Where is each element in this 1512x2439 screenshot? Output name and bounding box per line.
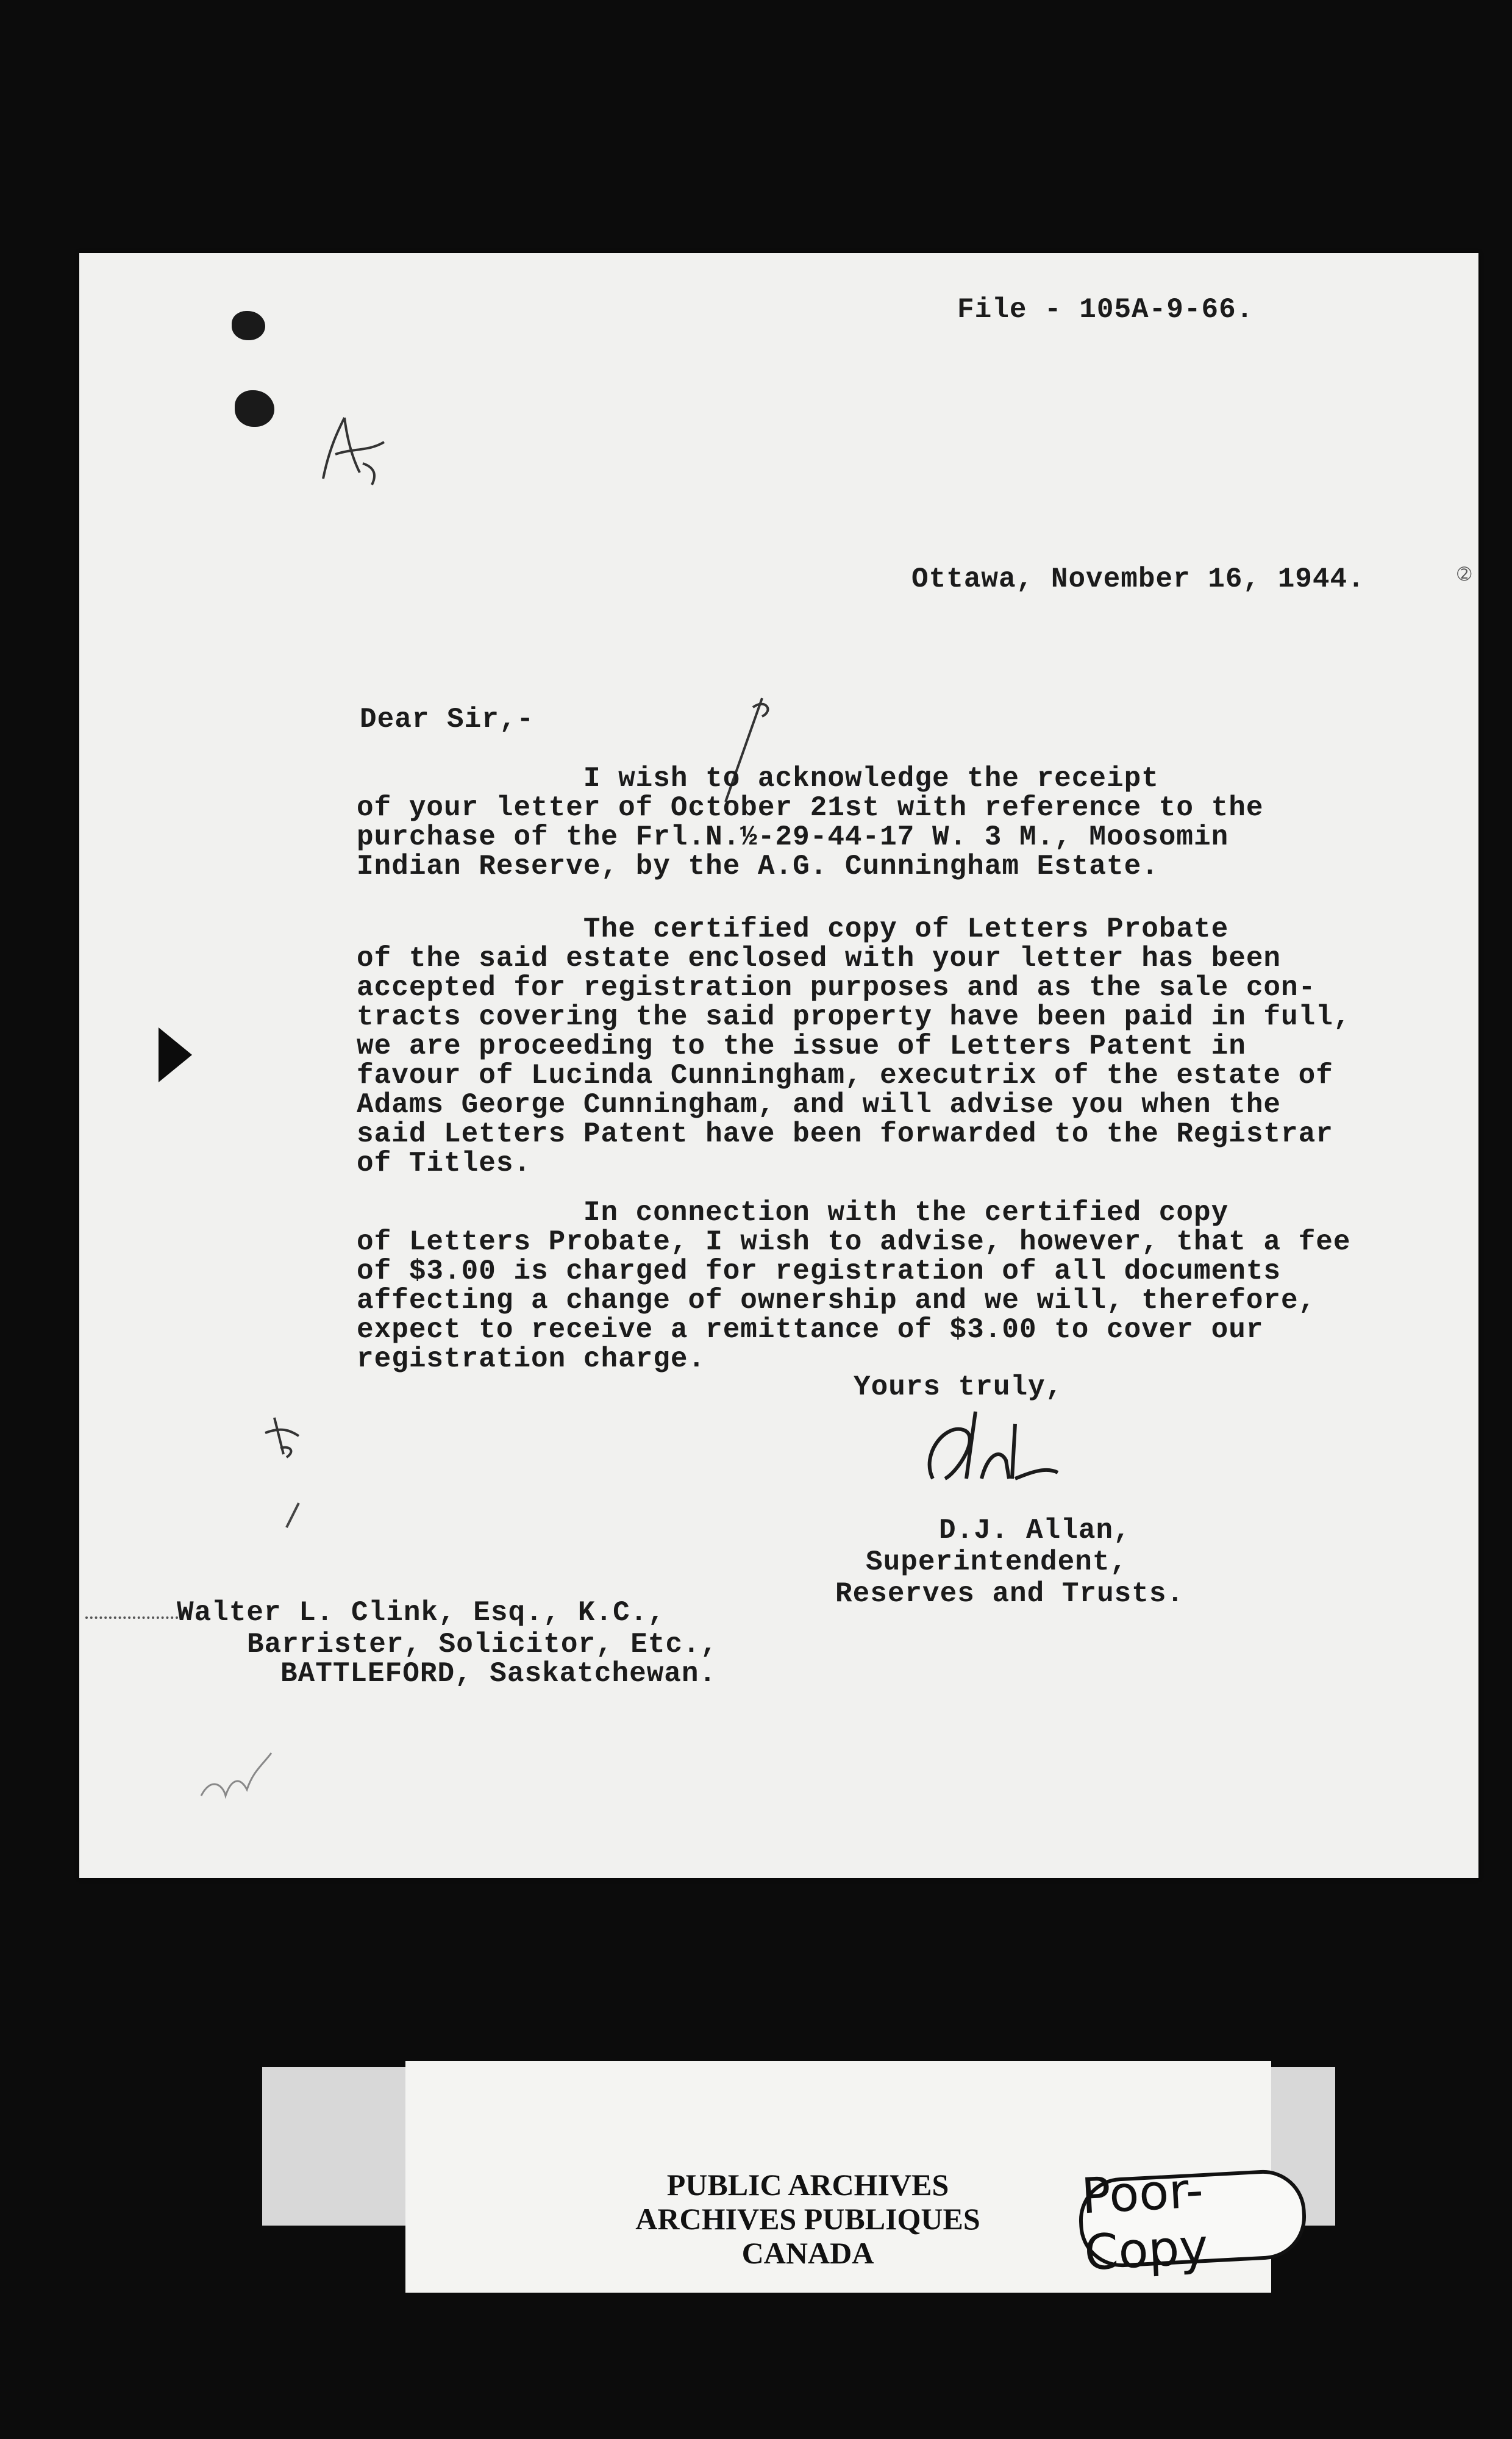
paragraph-line: In connection with the certified copy (357, 1197, 1229, 1229)
paragraph-acknowledgement (357, 764, 1393, 881)
paragraph-line: of Letters Probate, I wish to advise, however, that a fee (357, 1226, 1351, 1258)
ink-blot-bottom (235, 390, 274, 427)
file-reference: File - 105A-9-66. (957, 294, 1254, 326)
paragraph-line: expect to receive a remittance of $3.00 to cover our (357, 1314, 1264, 1346)
paragraph-line: tracts covering the said property have been paid in full, (357, 1001, 1351, 1033)
signatory-department: Reserves and Trusts. (835, 1578, 1185, 1610)
paragraph-line: of your letter of October 21st with reference to the (357, 792, 1264, 824)
archive-stamp (405, 2061, 1271, 2293)
paragraph-line: purchase of the Frl.N.½-29-44-17 W. 3 M., Moosomin (357, 821, 1229, 853)
archive-label (631, 2168, 985, 2270)
paragraph-line: of Titles. (357, 1148, 532, 1179)
paragraph-line: said Letters Patent have been forwarded to the Registrar (357, 1118, 1333, 1150)
corner-mark: ➁ (1457, 564, 1472, 584)
paragraph-registration-fee (357, 1198, 1393, 1374)
recipient-name: Walter L. Clink, Esq., K.C., (177, 1597, 665, 1629)
signature (908, 1387, 1067, 1497)
closing: Yours truly, (854, 1371, 1063, 1403)
dotted-rule (85, 1616, 183, 1619)
paragraph-line: Indian Reserve, by the A.G. Cunningham Estate. (357, 851, 1159, 882)
handwritten-initials-mark (311, 405, 396, 497)
paragraph-line: of the said estate enclosed with your letter has been (357, 943, 1282, 974)
ink-blot-top (232, 311, 265, 340)
letter-page (79, 253, 1478, 1878)
paragraph-line: I wish to acknowledge the receipt (357, 763, 1159, 795)
archive-label-french: ARCHIVES PUBLIQUES (635, 2202, 980, 2236)
salutation: Dear Sir,- (360, 704, 535, 735)
poor-copy-stamp: Poor-Copy (1077, 2168, 1308, 2269)
archive-label-english: PUBLIC ARCHIVES (666, 2168, 949, 2202)
paragraph-line: The certified copy of Letters Probate (357, 913, 1229, 945)
signatory-title: Superintendent, (866, 1546, 1128, 1578)
recipient-profession: Barrister, Solicitor, Etc., (247, 1629, 718, 1660)
recipient-place: BATTLEFORD, Saskatchewan. (280, 1658, 717, 1690)
page-edge-notch (159, 1027, 192, 1082)
paragraph-line: registration charge. (357, 1343, 706, 1375)
paragraph-line: Adams George Cunningham, and will advise you when the (357, 1089, 1282, 1121)
paragraph-line: favour of Lucinda Cunningham, executrix of the estate of (357, 1060, 1333, 1091)
paragraph-line: accepted for registration purposes and as the sale con- (357, 972, 1316, 1004)
pencil-notation (189, 1741, 287, 1814)
archive-label-country: CANADA (741, 2236, 874, 2270)
paragraph-line: of $3.00 is charged for registration of all documents (357, 1255, 1282, 1287)
paragraph-letters-patent (357, 915, 1393, 1178)
handwritten-margin-notes (256, 1399, 329, 1534)
paragraph-line: affecting a change of ownership and we will, therefore, (357, 1285, 1316, 1316)
signatory-name: D.J. Allan, (939, 1515, 1131, 1546)
paragraph-line: we are proceeding to the issue of Letters Patent in (357, 1030, 1246, 1062)
letter-date: Ottawa, November 16, 1944. (911, 563, 1365, 595)
